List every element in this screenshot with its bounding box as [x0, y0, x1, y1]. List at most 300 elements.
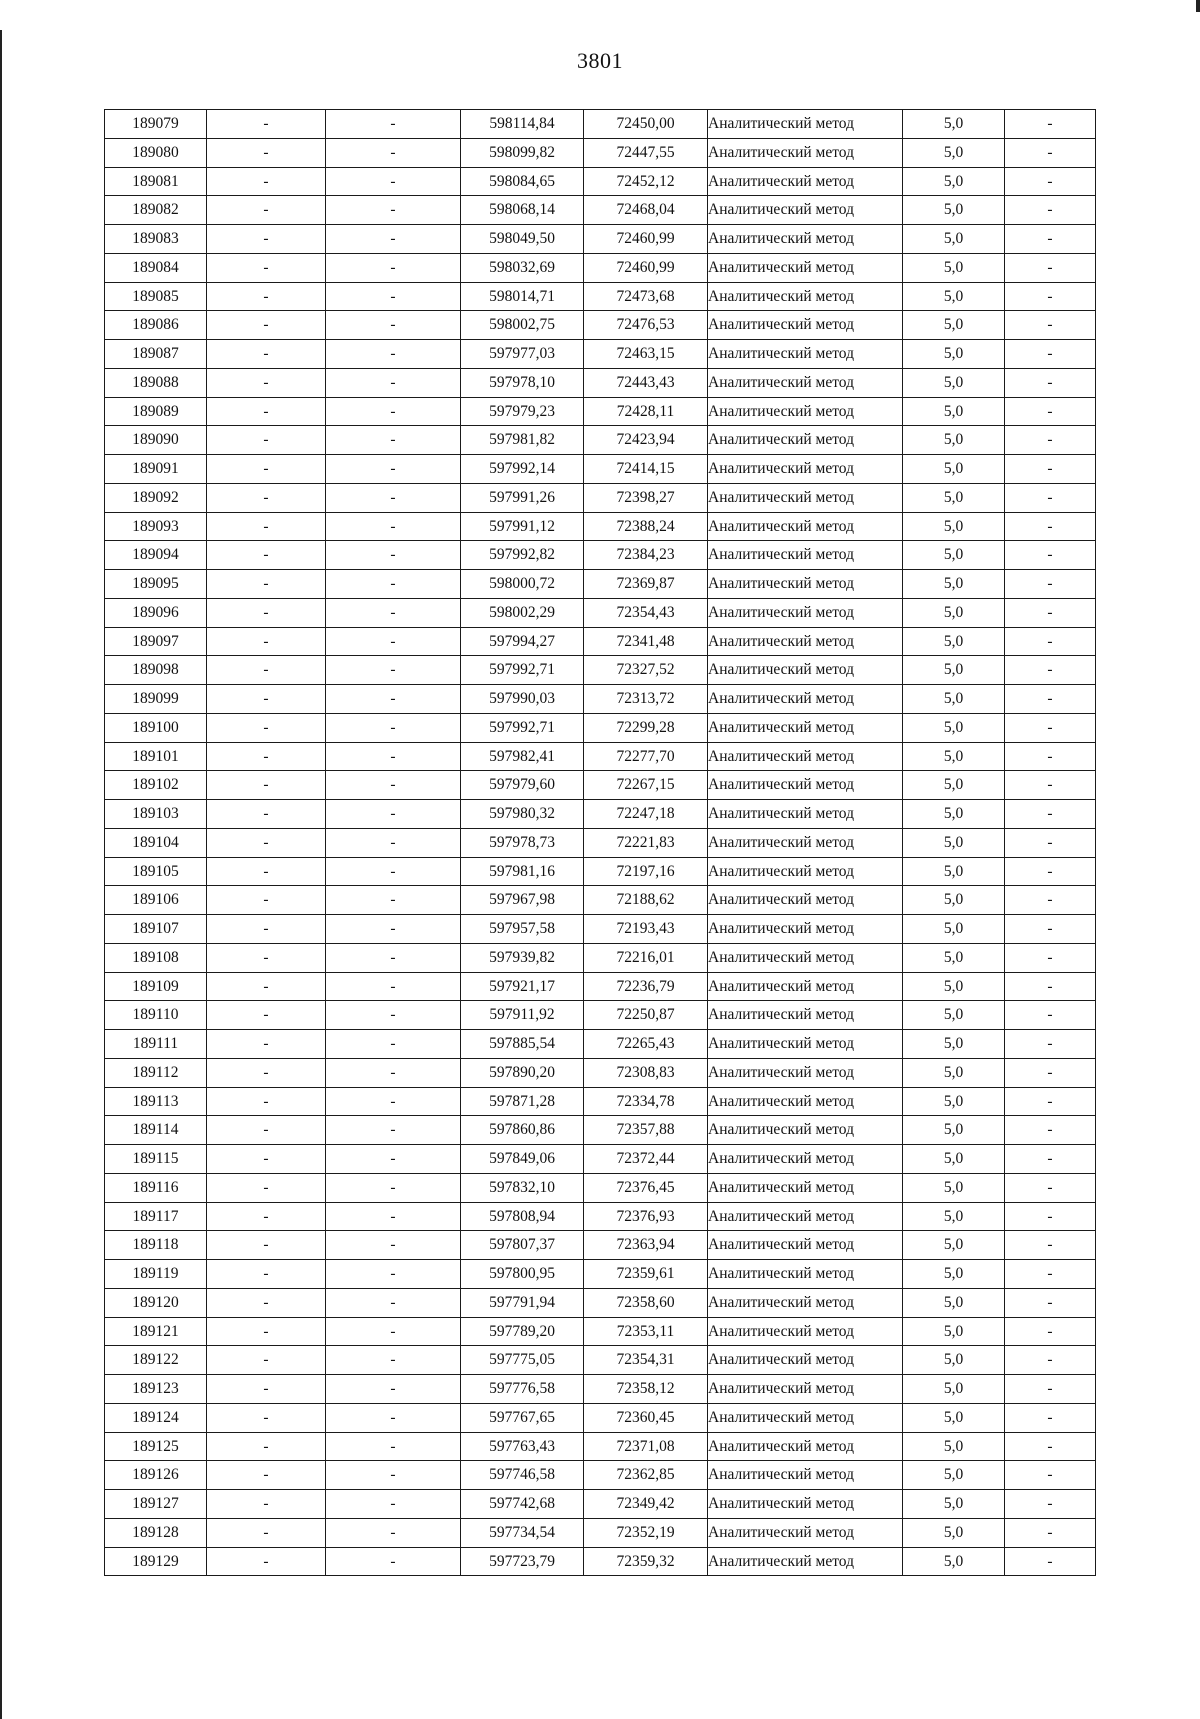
accuracy-cell: 5,0 — [903, 253, 1005, 282]
method-cell: Аналитический метод — [708, 656, 903, 685]
method-cell: Аналитический метод — [708, 627, 903, 656]
dash-cell-1: - — [207, 1346, 326, 1375]
dash-cell-1: - — [207, 656, 326, 685]
x-coordinate-cell: 597849,06 — [461, 1145, 584, 1174]
method-cell: Аналитический метод — [708, 1490, 903, 1519]
dash-cell-2: - — [326, 857, 461, 886]
dash-cell-3: - — [1005, 138, 1096, 167]
method-cell: Аналитический метод — [708, 426, 903, 455]
method-cell: Аналитический метод — [708, 1375, 903, 1404]
dash-cell-1: - — [207, 282, 326, 311]
dash-cell-2: - — [326, 1461, 461, 1490]
x-coordinate-cell: 597967,98 — [461, 886, 584, 915]
point-id-cell: 189079 — [105, 110, 207, 139]
method-cell: Аналитический метод — [708, 1317, 903, 1346]
table-row — [105, 857, 1096, 886]
dash-cell-3: - — [1005, 828, 1096, 857]
accuracy-cell: 5,0 — [903, 1403, 1005, 1432]
accuracy-cell: 5,0 — [903, 771, 1005, 800]
method-cell: Аналитический метод — [708, 483, 903, 512]
y-coordinate-cell: 72371,08 — [584, 1432, 708, 1461]
method-cell: Аналитический метод — [708, 1403, 903, 1432]
page-edge-left — [0, 30, 2, 1719]
y-coordinate-cell: 72363,94 — [584, 1231, 708, 1260]
accuracy-cell: 5,0 — [903, 1547, 1005, 1576]
table-row — [105, 1202, 1096, 1231]
dash-cell-1: - — [207, 426, 326, 455]
x-coordinate-cell: 597977,03 — [461, 340, 584, 369]
table-row — [105, 1058, 1096, 1087]
accuracy-cell: 5,0 — [903, 340, 1005, 369]
table-row — [105, 1145, 1096, 1174]
dash-cell-1: - — [207, 1260, 326, 1289]
table-row — [105, 1260, 1096, 1289]
table-row — [105, 138, 1096, 167]
x-coordinate-cell: 598068,14 — [461, 196, 584, 225]
x-coordinate-cell: 597990,03 — [461, 685, 584, 714]
dash-cell-3: - — [1005, 1288, 1096, 1317]
dash-cell-1: - — [207, 570, 326, 599]
x-coordinate-cell: 597992,71 — [461, 713, 584, 742]
x-coordinate-cell: 597978,10 — [461, 368, 584, 397]
y-coordinate-cell: 72388,24 — [584, 512, 708, 541]
dash-cell-1: - — [207, 685, 326, 714]
y-coordinate-cell: 72362,85 — [584, 1461, 708, 1490]
table-row — [105, 1432, 1096, 1461]
dash-cell-1: - — [207, 196, 326, 225]
dash-cell-3: - — [1005, 397, 1096, 426]
accuracy-cell: 5,0 — [903, 570, 1005, 599]
table-row — [105, 512, 1096, 541]
x-coordinate-cell: 597742,68 — [461, 1490, 584, 1519]
x-coordinate-cell: 597885,54 — [461, 1030, 584, 1059]
table-row — [105, 253, 1096, 282]
accuracy-cell: 5,0 — [903, 1260, 1005, 1289]
dash-cell-2: - — [326, 225, 461, 254]
table-row — [105, 800, 1096, 829]
dash-cell-2: - — [326, 368, 461, 397]
accuracy-cell: 5,0 — [903, 1202, 1005, 1231]
accuracy-cell: 5,0 — [903, 167, 1005, 196]
table-row — [105, 1346, 1096, 1375]
accuracy-cell: 5,0 — [903, 138, 1005, 167]
dash-cell-2: - — [326, 943, 461, 972]
x-coordinate-cell: 597982,41 — [461, 742, 584, 771]
y-coordinate-cell: 72398,27 — [584, 483, 708, 512]
y-coordinate-cell: 72216,01 — [584, 943, 708, 972]
y-coordinate-cell: 72357,88 — [584, 1116, 708, 1145]
method-cell: Аналитический метод — [708, 857, 903, 886]
x-coordinate-cell: 597808,94 — [461, 1202, 584, 1231]
dash-cell-2: - — [326, 1145, 461, 1174]
accuracy-cell: 5,0 — [903, 1346, 1005, 1375]
method-cell: Аналитический метод — [708, 1260, 903, 1289]
x-coordinate-cell: 598000,72 — [461, 570, 584, 599]
dash-cell-1: - — [207, 1145, 326, 1174]
dash-cell-1: - — [207, 1403, 326, 1432]
dash-cell-3: - — [1005, 972, 1096, 1001]
method-cell: Аналитический метод — [708, 340, 903, 369]
point-id-cell: 189112 — [105, 1058, 207, 1087]
accuracy-cell: 5,0 — [903, 800, 1005, 829]
y-coordinate-cell: 72313,72 — [584, 685, 708, 714]
dash-cell-3: - — [1005, 225, 1096, 254]
dash-cell-1: - — [207, 943, 326, 972]
dash-cell-3: - — [1005, 800, 1096, 829]
x-coordinate-cell: 597871,28 — [461, 1087, 584, 1116]
accuracy-cell: 5,0 — [903, 1518, 1005, 1547]
x-coordinate-cell: 597746,58 — [461, 1461, 584, 1490]
method-cell: Аналитический метод — [708, 455, 903, 484]
dash-cell-1: - — [207, 1288, 326, 1317]
y-coordinate-cell: 72353,11 — [584, 1317, 708, 1346]
dash-cell-1: - — [207, 167, 326, 196]
table-row — [105, 886, 1096, 915]
table-row — [105, 1375, 1096, 1404]
accuracy-cell: 5,0 — [903, 915, 1005, 944]
y-coordinate-cell: 72372,44 — [584, 1145, 708, 1174]
method-cell: Аналитический метод — [708, 1087, 903, 1116]
point-id-cell: 189116 — [105, 1173, 207, 1202]
dash-cell-2: - — [326, 196, 461, 225]
point-id-cell: 189096 — [105, 598, 207, 627]
y-coordinate-cell: 72360,45 — [584, 1403, 708, 1432]
point-id-cell: 189085 — [105, 282, 207, 311]
accuracy-cell: 5,0 — [903, 110, 1005, 139]
y-coordinate-cell: 72265,43 — [584, 1030, 708, 1059]
y-coordinate-cell: 72308,83 — [584, 1058, 708, 1087]
coordinates-table — [104, 109, 1096, 1576]
table-body — [105, 110, 1096, 1576]
dash-cell-2: - — [326, 915, 461, 944]
method-cell: Аналитический метод — [708, 167, 903, 196]
dash-cell-1: - — [207, 800, 326, 829]
dash-cell-1: - — [207, 1317, 326, 1346]
x-coordinate-cell: 597776,58 — [461, 1375, 584, 1404]
dash-cell-2: - — [326, 1317, 461, 1346]
dash-cell-1: - — [207, 541, 326, 570]
x-coordinate-cell: 597991,26 — [461, 483, 584, 512]
table-row — [105, 771, 1096, 800]
point-id-cell: 189125 — [105, 1432, 207, 1461]
table-row — [105, 1116, 1096, 1145]
point-id-cell: 189095 — [105, 570, 207, 599]
x-coordinate-cell: 598014,71 — [461, 282, 584, 311]
table-row — [105, 1547, 1096, 1576]
x-coordinate-cell: 597767,65 — [461, 1403, 584, 1432]
accuracy-cell: 5,0 — [903, 1173, 1005, 1202]
y-coordinate-cell: 72369,87 — [584, 570, 708, 599]
table-row — [105, 1001, 1096, 1030]
dash-cell-2: - — [326, 1288, 461, 1317]
accuracy-cell: 5,0 — [903, 1375, 1005, 1404]
page-number: 3801 — [577, 48, 623, 73]
dash-cell-3: - — [1005, 483, 1096, 512]
table-row — [105, 1087, 1096, 1116]
accuracy-cell: 5,0 — [903, 541, 1005, 570]
table-row — [105, 1030, 1096, 1059]
x-coordinate-cell: 597992,14 — [461, 455, 584, 484]
dash-cell-3: - — [1005, 1001, 1096, 1030]
y-coordinate-cell: 72423,94 — [584, 426, 708, 455]
accuracy-cell: 5,0 — [903, 225, 1005, 254]
table-row — [105, 972, 1096, 1001]
y-coordinate-cell: 72358,60 — [584, 1288, 708, 1317]
accuracy-cell: 5,0 — [903, 627, 1005, 656]
dash-cell-1: - — [207, 311, 326, 340]
dash-cell-3: - — [1005, 541, 1096, 570]
dash-cell-2: - — [326, 512, 461, 541]
dash-cell-2: - — [326, 311, 461, 340]
method-cell: Аналитический метод — [708, 570, 903, 599]
dash-cell-1: - — [207, 1058, 326, 1087]
point-id-cell: 189118 — [105, 1231, 207, 1260]
x-coordinate-cell: 597978,73 — [461, 828, 584, 857]
accuracy-cell: 5,0 — [903, 1317, 1005, 1346]
y-coordinate-cell: 72247,18 — [584, 800, 708, 829]
method-cell: Аналитический метод — [708, 1461, 903, 1490]
dash-cell-3: - — [1005, 1490, 1096, 1519]
point-id-cell: 189083 — [105, 225, 207, 254]
method-cell: Аналитический метод — [708, 253, 903, 282]
dash-cell-3: - — [1005, 1260, 1096, 1289]
method-cell: Аналитический метод — [708, 1001, 903, 1030]
point-id-cell: 189115 — [105, 1145, 207, 1174]
table-row — [105, 455, 1096, 484]
x-coordinate-cell: 597939,82 — [461, 943, 584, 972]
accuracy-cell: 5,0 — [903, 512, 1005, 541]
x-coordinate-cell: 597791,94 — [461, 1288, 584, 1317]
point-id-cell: 189126 — [105, 1461, 207, 1490]
dash-cell-3: - — [1005, 426, 1096, 455]
dash-cell-1: - — [207, 1490, 326, 1519]
dash-cell-2: - — [326, 1030, 461, 1059]
y-coordinate-cell: 72359,61 — [584, 1260, 708, 1289]
method-cell: Аналитический метод — [708, 1518, 903, 1547]
dash-cell-3: - — [1005, 570, 1096, 599]
dash-cell-2: - — [326, 742, 461, 771]
dash-cell-2: - — [326, 972, 461, 1001]
y-coordinate-cell: 72299,28 — [584, 713, 708, 742]
method-cell: Аналитический метод — [708, 828, 903, 857]
dash-cell-3: - — [1005, 943, 1096, 972]
dash-cell-3: - — [1005, 311, 1096, 340]
point-id-cell: 189103 — [105, 800, 207, 829]
point-id-cell: 189082 — [105, 196, 207, 225]
x-coordinate-cell: 597992,71 — [461, 656, 584, 685]
dash-cell-3: - — [1005, 1087, 1096, 1116]
dash-cell-3: - — [1005, 685, 1096, 714]
point-id-cell: 189110 — [105, 1001, 207, 1030]
x-coordinate-cell: 598084,65 — [461, 167, 584, 196]
accuracy-cell: 5,0 — [903, 397, 1005, 426]
dash-cell-3: - — [1005, 1030, 1096, 1059]
table-row — [105, 541, 1096, 570]
dash-cell-1: - — [207, 110, 326, 139]
y-coordinate-cell: 72354,31 — [584, 1346, 708, 1375]
dash-cell-2: - — [326, 1375, 461, 1404]
dash-cell-3: - — [1005, 1145, 1096, 1174]
dash-cell-2: - — [326, 340, 461, 369]
x-coordinate-cell: 597723,79 — [461, 1547, 584, 1576]
y-coordinate-cell: 72359,32 — [584, 1547, 708, 1576]
x-coordinate-cell: 597911,92 — [461, 1001, 584, 1030]
dash-cell-1: - — [207, 886, 326, 915]
dash-cell-1: - — [207, 1173, 326, 1202]
dash-cell-3: - — [1005, 742, 1096, 771]
method-cell: Аналитический метод — [708, 972, 903, 1001]
x-coordinate-cell: 597890,20 — [461, 1058, 584, 1087]
method-cell: Аналитический метод — [708, 713, 903, 742]
accuracy-cell: 5,0 — [903, 1490, 1005, 1519]
point-id-cell: 189114 — [105, 1116, 207, 1145]
dash-cell-3: - — [1005, 886, 1096, 915]
point-id-cell: 189098 — [105, 656, 207, 685]
y-coordinate-cell: 72250,87 — [584, 1001, 708, 1030]
accuracy-cell: 5,0 — [903, 886, 1005, 915]
y-coordinate-cell: 72188,62 — [584, 886, 708, 915]
dash-cell-3: - — [1005, 598, 1096, 627]
dash-cell-2: - — [326, 282, 461, 311]
dash-cell-1: - — [207, 1375, 326, 1404]
method-cell: Аналитический метод — [708, 771, 903, 800]
point-id-cell: 189092 — [105, 483, 207, 512]
point-id-cell: 189109 — [105, 972, 207, 1001]
accuracy-cell: 5,0 — [903, 742, 1005, 771]
dash-cell-1: - — [207, 455, 326, 484]
table-row — [105, 627, 1096, 656]
point-id-cell: 189122 — [105, 1346, 207, 1375]
dash-cell-1: - — [207, 742, 326, 771]
point-id-cell: 189106 — [105, 886, 207, 915]
y-coordinate-cell: 72197,16 — [584, 857, 708, 886]
y-coordinate-cell: 72473,68 — [584, 282, 708, 311]
y-coordinate-cell: 72384,23 — [584, 541, 708, 570]
dash-cell-1: - — [207, 972, 326, 1001]
y-coordinate-cell: 72376,45 — [584, 1173, 708, 1202]
dash-cell-3: - — [1005, 1058, 1096, 1087]
dash-cell-2: - — [326, 1116, 461, 1145]
table-row — [105, 1490, 1096, 1519]
dash-cell-3: - — [1005, 167, 1096, 196]
y-coordinate-cell: 72463,15 — [584, 340, 708, 369]
dash-cell-3: - — [1005, 110, 1096, 139]
point-id-cell: 189121 — [105, 1317, 207, 1346]
dash-cell-3: - — [1005, 340, 1096, 369]
dash-cell-1: - — [207, 1087, 326, 1116]
x-coordinate-cell: 597979,23 — [461, 397, 584, 426]
dash-cell-3: - — [1005, 368, 1096, 397]
method-cell: Аналитический метод — [708, 685, 903, 714]
x-coordinate-cell: 597921,17 — [461, 972, 584, 1001]
dash-cell-2: - — [326, 656, 461, 685]
x-coordinate-cell: 597775,05 — [461, 1346, 584, 1375]
table-row — [105, 713, 1096, 742]
y-coordinate-cell: 72352,19 — [584, 1518, 708, 1547]
y-coordinate-cell: 72354,43 — [584, 598, 708, 627]
point-id-cell: 189129 — [105, 1547, 207, 1576]
x-coordinate-cell: 597981,82 — [461, 426, 584, 455]
accuracy-cell: 5,0 — [903, 196, 1005, 225]
accuracy-cell: 5,0 — [903, 598, 1005, 627]
accuracy-cell: 5,0 — [903, 1231, 1005, 1260]
accuracy-cell: 5,0 — [903, 857, 1005, 886]
point-id-cell: 189089 — [105, 397, 207, 426]
point-id-cell: 189108 — [105, 943, 207, 972]
point-id-cell: 189111 — [105, 1030, 207, 1059]
x-coordinate-cell: 598049,50 — [461, 225, 584, 254]
accuracy-cell: 5,0 — [903, 828, 1005, 857]
dash-cell-3: - — [1005, 512, 1096, 541]
dash-cell-2: - — [326, 627, 461, 656]
y-coordinate-cell: 72460,99 — [584, 225, 708, 254]
y-coordinate-cell: 72476,53 — [584, 311, 708, 340]
table-row — [105, 570, 1096, 599]
x-coordinate-cell: 597957,58 — [461, 915, 584, 944]
point-id-cell: 189107 — [105, 915, 207, 944]
dash-cell-3: - — [1005, 1375, 1096, 1404]
dash-cell-2: - — [326, 828, 461, 857]
dash-cell-2: - — [326, 1058, 461, 1087]
dash-cell-2: - — [326, 1432, 461, 1461]
x-coordinate-cell: 597807,37 — [461, 1231, 584, 1260]
x-coordinate-cell: 597980,32 — [461, 800, 584, 829]
accuracy-cell: 5,0 — [903, 943, 1005, 972]
accuracy-cell: 5,0 — [903, 311, 1005, 340]
y-coordinate-cell: 72358,12 — [584, 1375, 708, 1404]
dash-cell-1: - — [207, 1547, 326, 1576]
x-coordinate-cell: 597860,86 — [461, 1116, 584, 1145]
dash-cell-3: - — [1005, 1346, 1096, 1375]
method-cell: Аналитический метод — [708, 1116, 903, 1145]
x-coordinate-cell: 598032,69 — [461, 253, 584, 282]
dash-cell-2: - — [326, 713, 461, 742]
dash-cell-2: - — [326, 1231, 461, 1260]
method-cell: Аналитический метод — [708, 196, 903, 225]
point-id-cell: 189101 — [105, 742, 207, 771]
dash-cell-3: - — [1005, 771, 1096, 800]
dash-cell-2: - — [326, 800, 461, 829]
method-cell: Аналитический метод — [708, 1432, 903, 1461]
method-cell: Аналитический метод — [708, 368, 903, 397]
table-row — [105, 598, 1096, 627]
dash-cell-1: - — [207, 1432, 326, 1461]
point-id-cell: 189080 — [105, 138, 207, 167]
method-cell: Аналитический метод — [708, 1202, 903, 1231]
point-id-cell: 189097 — [105, 627, 207, 656]
y-coordinate-cell: 72341,48 — [584, 627, 708, 656]
point-id-cell: 189120 — [105, 1288, 207, 1317]
method-cell: Аналитический метод — [708, 138, 903, 167]
point-id-cell: 189100 — [105, 713, 207, 742]
dash-cell-1: - — [207, 627, 326, 656]
dash-cell-3: - — [1005, 915, 1096, 944]
method-cell: Аналитический метод — [708, 886, 903, 915]
dash-cell-3: - — [1005, 656, 1096, 685]
dash-cell-1: - — [207, 1461, 326, 1490]
y-coordinate-cell: 72349,42 — [584, 1490, 708, 1519]
method-cell: Аналитический метод — [708, 110, 903, 139]
dash-cell-3: - — [1005, 253, 1096, 282]
point-id-cell: 189087 — [105, 340, 207, 369]
table-row — [105, 426, 1096, 455]
method-cell: Аналитический метод — [708, 742, 903, 771]
dash-cell-3: - — [1005, 713, 1096, 742]
y-coordinate-cell: 72452,12 — [584, 167, 708, 196]
point-id-cell: 189088 — [105, 368, 207, 397]
table-row — [105, 943, 1096, 972]
table-row — [105, 1403, 1096, 1432]
